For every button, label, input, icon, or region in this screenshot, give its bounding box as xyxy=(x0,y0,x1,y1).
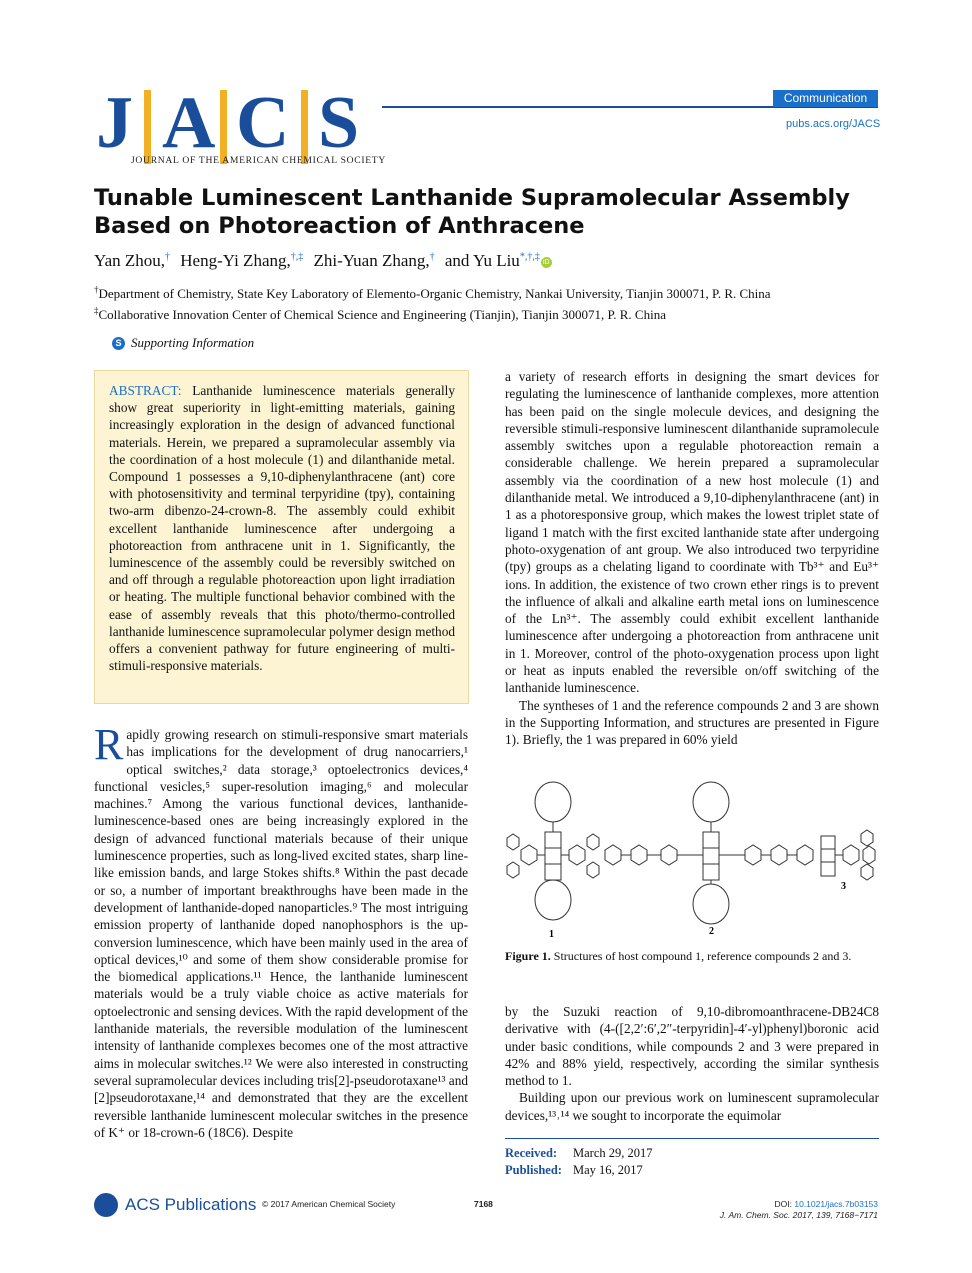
affiliation-mark: † xyxy=(94,284,99,295)
published-date xyxy=(505,1162,643,1179)
drop-cap: R xyxy=(94,720,124,769)
author-list xyxy=(94,251,552,271)
abstract-body: Lanthanide luminescence materials generally show great superiority in light-emitting materials, gaining increasingly exploration in the design of advanced functional materials. Herein, we prepared a supramolecular assembly via the coordination of a host molecule (1) and dilanthanide metal. Compound 1 possesses a 9,10-diphenylanthracene (ant) core with photosensitivity and terminal terpyridine (tpy), containing two-arm dibenzo-24-crown-8. The assembly could exhibit excellent lanthanide luminescence after undergoing a photoreaction from anthracene unit in 1. Significantly, the luminescence of the assembly could be reversibly switched on and off through a regulable photoreaction upon light irradiation or heating. The multiple functional behavior combined with the ease of assembly reveals that this photo/thermo-controlled lanthanide luminescence supramolecular polymer design method offers a convenient pathway for future engineering of multi-stimuli-responsive materials. xyxy=(109,383,455,674)
dates-rule xyxy=(505,1138,879,1139)
affiliation-text: Collaborative Innovation Center of Chemical Science and Engineering (Tianjin), Tianjin 300071, P. R. China xyxy=(98,307,666,322)
intro-paragraph: apidly growing research on stimuli-responsive smart materials has implications for the development of drug nanocarriers,¹ optical switches,² data storage,³ optoelectronics devices,⁴ functional vesicles,⁵ super-resolution imaging,⁶ and molecular machines.⁷ Among the various functional devices, lanthanide-luminescence-based ones are being increasingly explored in the design of advanced functional materials because of their unique luminescence properties, such as long-lived excited states, sharp line-like emission bands, and large Stokes shifts.⁸ Within the past decade or so, a number of important breakthroughs have been made in the development of lanthanide-doped nanoparticles.⁹ The most intriguing emission property of lanthanide doped nanophosphors is the up-conversion luminescence, which have been mainly used in the area of optical devices,¹⁰ and some of them show considerable promise for the biomedical applications.¹¹ Hence, the lanthanide luminescent materials would be a truly viable choice as active materials for optoelectronic and sensing devices. With the rapid development of the lanthanide materials, the reversible modulation of the luminescent intensity of lanthanide complexes becomes one of the most attractive aims in molecular switches.¹² We were also interested in constructing several supramolecular devices including tris[2]-pseudorotaxane¹³ and [2]pseudorotaxane,¹⁴ and demonstrated that they are the excellent reversible lanthanide luminescent molecular switches in the presence of K⁺ or 18-crown-6 (18C6). Despite xyxy=(94,727,468,1140)
chemical-structures-image xyxy=(505,774,879,940)
figure-label-3: 3 xyxy=(841,881,846,892)
copyright: © 2017 American Chemical Society xyxy=(262,1199,396,1209)
author-name[interactable]: and Yu Liu xyxy=(444,251,520,270)
author-marks: † xyxy=(429,251,435,263)
figure-caption-label: Figure 1. xyxy=(505,949,551,963)
article-type-badge: Communication xyxy=(773,90,878,107)
received-date xyxy=(505,1145,653,1162)
left-column xyxy=(94,720,468,1141)
supporting-info-link[interactable] xyxy=(112,335,254,351)
right-column-bottom xyxy=(505,1003,879,1124)
logo-letter-c: C xyxy=(236,82,290,164)
paragraph: a variety of research efforts in designing the smart devices for regulating the luminescence of lanthanide complexes, more attention has been paid on the single molecule devices, and designing the reversible stimuli-responsive luminescent dilanthanide supramolecule assembly switches upon a regulable photoreaction remain a considerable challenge. We herein prepared a supramolecular assembly via the coordination of a new host molecule (1) and dilanthanide metal. We introduced a 9,10-diphenylanthracene (ant) in 1 as a photoresponsive group, which makes the lowest triplet state of ligand 1 match with the first excited lanthanide state after undergoing photo-oxygenation of ant group. We also introduced two terpyridine (tpy) groups as a chelating ligand to coordinate with Tb³⁺ and Eu³⁺ ions. In addition, the existence of two crown ether rings is to prevent the influence of alkali and alkaline earth metal ions on luminescence of the Ln³⁺. The assembly could exhibit excellent lanthanide luminescence after undergoing a photoreaction from anthracene unit in 1. Moreover, control of the photo-oxygenation process upon light or heat as inputs enabled the reversible on/off switching of the lanthanide luminescence. xyxy=(505,369,879,696)
affiliation xyxy=(94,306,666,323)
compound-3-structure xyxy=(821,830,875,880)
journal-subtitle: JOURNAL OF THE AMERICAN CHEMICAL SOCIETY xyxy=(131,155,386,166)
figure-label-2: 2 xyxy=(709,926,714,937)
affiliation-mark: ‡ xyxy=(94,305,99,316)
doi xyxy=(774,1199,878,1209)
supporting-info-icon: S xyxy=(112,337,125,350)
logo-divider xyxy=(220,90,227,164)
received-label: Received: xyxy=(505,1146,558,1160)
figure-1 xyxy=(505,774,879,940)
author-marks: †,‡ xyxy=(290,251,304,263)
article-title: Tunable Luminescent Lanthanide Supramolecular Assembly Based on Photoreaction of Anthracene xyxy=(94,185,850,239)
acs-logo-icon xyxy=(94,1193,118,1217)
citation: J. Am. Chem. Soc. 2017, 139, 7168−7171 xyxy=(719,1210,878,1220)
page-number: 7168 xyxy=(474,1199,493,1209)
author-name[interactable]: Zhi-Yuan Zhang, xyxy=(313,251,430,270)
figure-label-1: 1 xyxy=(549,929,554,940)
journal-url-link[interactable]: pubs.acs.org/JACS xyxy=(786,118,881,130)
author-name[interactable]: Heng-Yi Zhang, xyxy=(180,251,291,270)
logo-divider xyxy=(144,90,151,164)
abstract-text xyxy=(109,382,455,674)
logo-letter-a: A xyxy=(162,82,216,164)
figure-caption-text: Structures of host compound 1, reference compounds 2 and 3. xyxy=(553,949,852,963)
right-column-top xyxy=(505,368,879,749)
published-value: May 16, 2017 xyxy=(573,1163,643,1177)
logo-divider xyxy=(301,90,308,164)
compound-2-structure xyxy=(605,782,813,924)
author-marks: † xyxy=(165,251,171,263)
affiliation xyxy=(94,285,771,302)
paragraph: The syntheses of 1 and the reference compounds 2 and 3 are shown in the Supporting Information, and structures are presented in Figure 1). Briefly, the 1 was prepared in 60% yield xyxy=(505,697,879,748)
compound-1-structure xyxy=(507,782,599,920)
doi-label: DOI: xyxy=(774,1199,792,1209)
paragraph: Building upon our previous work on luminescent supramolecular devices,¹³˒¹⁴ we sought to incorporate the equimolar xyxy=(505,1090,879,1123)
journal-logo xyxy=(96,82,386,166)
orcid-icon[interactable]: iD xyxy=(541,257,552,268)
logo-letter-s: S xyxy=(318,82,360,164)
logo-letter-j: J xyxy=(96,82,133,164)
paragraph: by the Suzuki reaction of 9,10-dibromoanthracene-DB24C8 derivative with (4-([2,2′:6′,2″-terpyridin]-4′-yl)phenyl)boronic acid under basic conditions, while compounds 2 and 3 were prepared in 42% and 88% yield, respectively, according the similar synthesis method to 1. xyxy=(505,1004,879,1089)
affiliation-text: Department of Chemistry, State Key Laboratory of Elemento-Organic Chemistry, Nankai University, Tianjin 300071, P. R. China xyxy=(98,286,771,301)
acs-publications-logo[interactable]: ACS Publications xyxy=(125,1195,257,1214)
supporting-info-label: Supporting Information xyxy=(131,335,255,350)
received-value: March 29, 2017 xyxy=(573,1146,653,1160)
figure-caption xyxy=(505,948,879,964)
published-label: Published: xyxy=(505,1163,562,1177)
abstract-label: ABSTRACT: xyxy=(109,383,182,398)
abstract-box xyxy=(94,370,469,704)
doi-link[interactable]: 10.1021/jacs.7b03153 xyxy=(794,1199,878,1209)
author-marks: *,†,‡ xyxy=(519,251,540,263)
author-name[interactable]: Yan Zhou, xyxy=(94,251,166,270)
